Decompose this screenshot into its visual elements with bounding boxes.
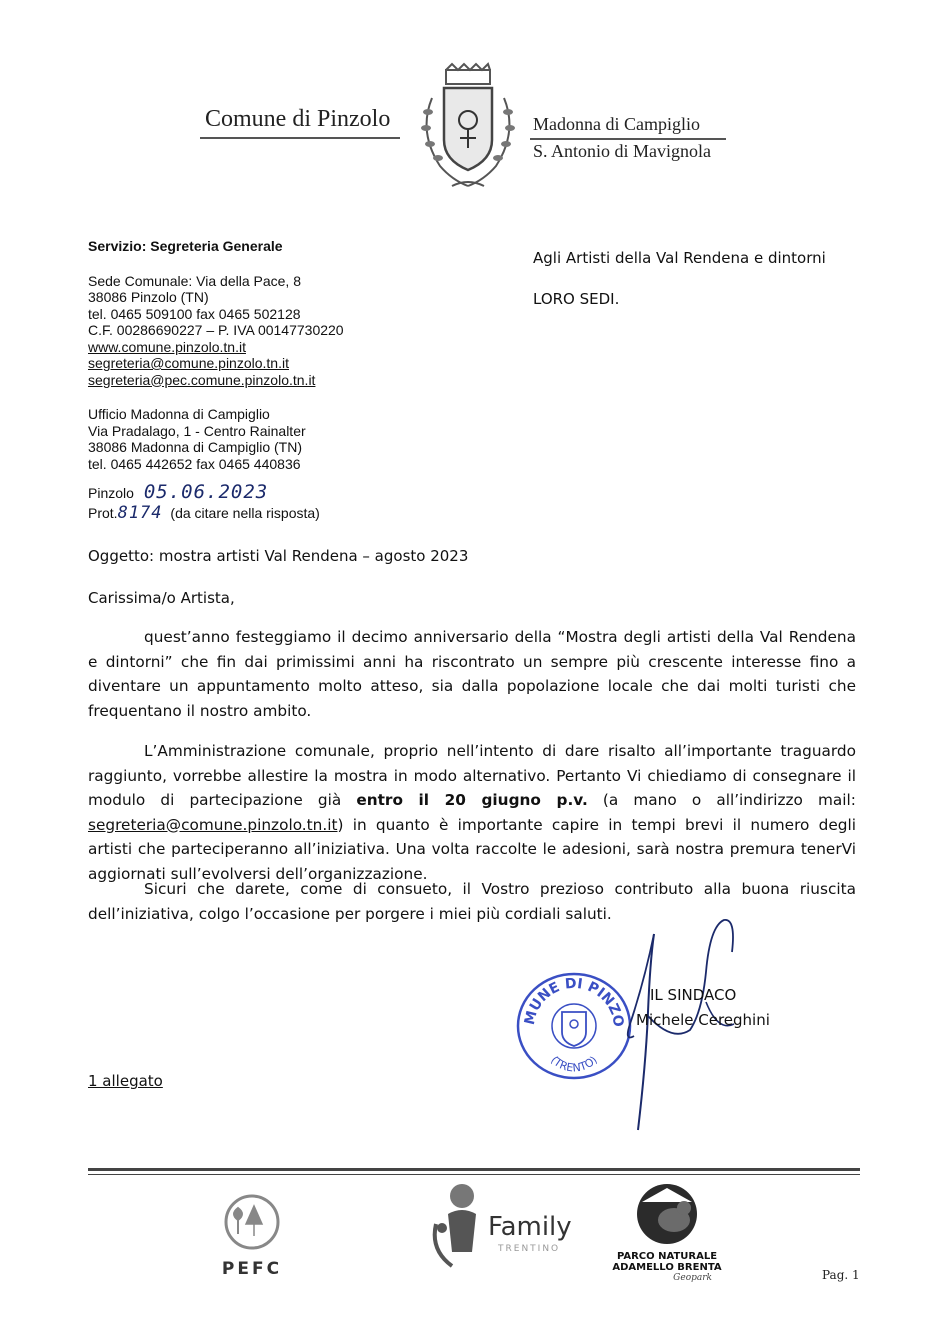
footer-rule-thin: [88, 1174, 860, 1175]
address-line: Sede Comunale: Via della Pace, 8: [88, 272, 301, 289]
header-rule-left: [200, 137, 400, 139]
pefc-logo: [212, 1192, 292, 1279]
protocol-line: [88, 505, 320, 522]
stamp-text-top: MUNE DI PINZO: [521, 975, 627, 1029]
stamp-text-bottom: (TRENTO): [548, 1053, 600, 1075]
signature-title: IL SINDACO: [650, 986, 737, 1004]
office-line: Ufficio Madonna di Campiglio: [88, 406, 270, 422]
phone-line: tel. 0465 509100 fax 0465 502128: [88, 305, 301, 322]
paragraph-3-text: Sicuri che darete, come di consueto, il Vostro prezioso contributo alla buona riuscita dell’iniziativa, colgo l’occasione per porgere i miei più cordiali saluti.: [88, 880, 856, 923]
email-link[interactable]: segreteria@comune.pinzolo.tn.it: [88, 355, 289, 371]
footer-rule-thick: [88, 1168, 860, 1171]
website-link[interactable]: www.comune.pinzolo.tn.it: [88, 338, 246, 355]
paragraph-2-text-c: ) in quanto è importante capire in tempi brevi il numero degli artisti che parteciperanno all’iniziativa. Una volta raccolte le adesioni, sarà nostra premura tenerVi aggiornati sull’evolversi dell’organizzazione.: [88, 815, 856, 883]
paragraph-2: [88, 739, 856, 886]
office-line: tel. 0465 442652 fax 0465 440836: [88, 455, 301, 472]
family-sub-label: TRENTINO: [498, 1244, 561, 1254]
handwritten-signature: [610, 912, 780, 1148]
office-line: 38086 Madonna di Campiglio (TN): [88, 439, 302, 455]
attachment-note: 1 allegato: [88, 1072, 163, 1090]
prot-note: (da citare nella risposta): [170, 505, 320, 521]
recipient-line-2: LORO SEDI.: [533, 290, 620, 308]
parco-adamello-logo: [612, 1180, 722, 1283]
coat-of-arms: [412, 62, 524, 194]
date-line: [88, 481, 269, 503]
family-label: Family: [488, 1212, 572, 1242]
paragraph-2-text-b: (a mano o all’indirizzo mail:: [602, 791, 856, 809]
parco-label-1: PARCO NATURALE: [616, 1251, 718, 1262]
paragraph-1: [88, 625, 856, 723]
office-line: Via Pradalago, 1 - Centro Rainalter: [88, 422, 306, 439]
pefc-label: PEFC: [221, 1259, 283, 1279]
handwritten-date: 05.06.2023: [143, 481, 269, 503]
municipality-name: Comune di Pinzolo: [205, 106, 391, 132]
tax-line: C.F. 00286690227 – P. IVA 00147730220: [88, 322, 344, 338]
locality-mavignola: S. Antonio di Mavignola: [533, 141, 712, 161]
service-label: Servizio: Segreteria Generale: [88, 238, 283, 254]
signature-name: Michele Cereghini: [636, 1011, 770, 1029]
subject-line: Oggetto: mostra artisti Val Rendena – agosto 2023: [88, 547, 469, 565]
parco-label-3: Geopark: [673, 1273, 712, 1283]
page-number: Pag. 1: [822, 1268, 860, 1282]
header-rule-right: [530, 138, 726, 140]
deadline-bold: entro il 20 giugno p.v.: [356, 791, 588, 809]
paragraph-2-text: L’Amministrazione comunale, proprio nell’intento di dare risalto all’importante traguardo raggiunto, vorrebbe allestire la mostra in modo alternativo. Pertanto Vi chiediamo di consegnare il modulo di partecipazione già: [88, 742, 856, 809]
recipient-line: Agli Artisti della Val Rendena e dintorni: [533, 249, 826, 267]
paragraph-email-link[interactable]: segreteria@comune.pinzolo.tn.it: [88, 815, 338, 834]
locality-campiglio: Madonna di Campiglio: [533, 114, 700, 134]
place-label: Pinzolo: [88, 485, 134, 501]
prot-label: Prot.: [88, 505, 118, 521]
handwritten-protocol: 8174: [117, 503, 163, 523]
salutation: Carissima/o Artista,: [88, 589, 235, 607]
pec-email-link[interactable]: segreteria@pec.comune.pinzolo.tn.it: [88, 371, 316, 388]
family-trentino-logo: [428, 1180, 578, 1276]
address-line: 38086 Pinzolo (TN): [88, 289, 209, 305]
paragraph-1-text: quest’anno festeggiamo il decimo anniversario della “Mostra degli artisti della Val Rendena e dintorni” che fin dai primissimi anni ha riscontrato un sempre più crescente interesse fino a diventare un appuntamento molto atteso, sia dalla popolazione locale che dai molti turisti che frequentano il nostro ambito.: [88, 628, 856, 720]
sender-block: [88, 238, 408, 472]
parco-label-2: ADAMELLO BRENTA: [612, 1262, 722, 1273]
